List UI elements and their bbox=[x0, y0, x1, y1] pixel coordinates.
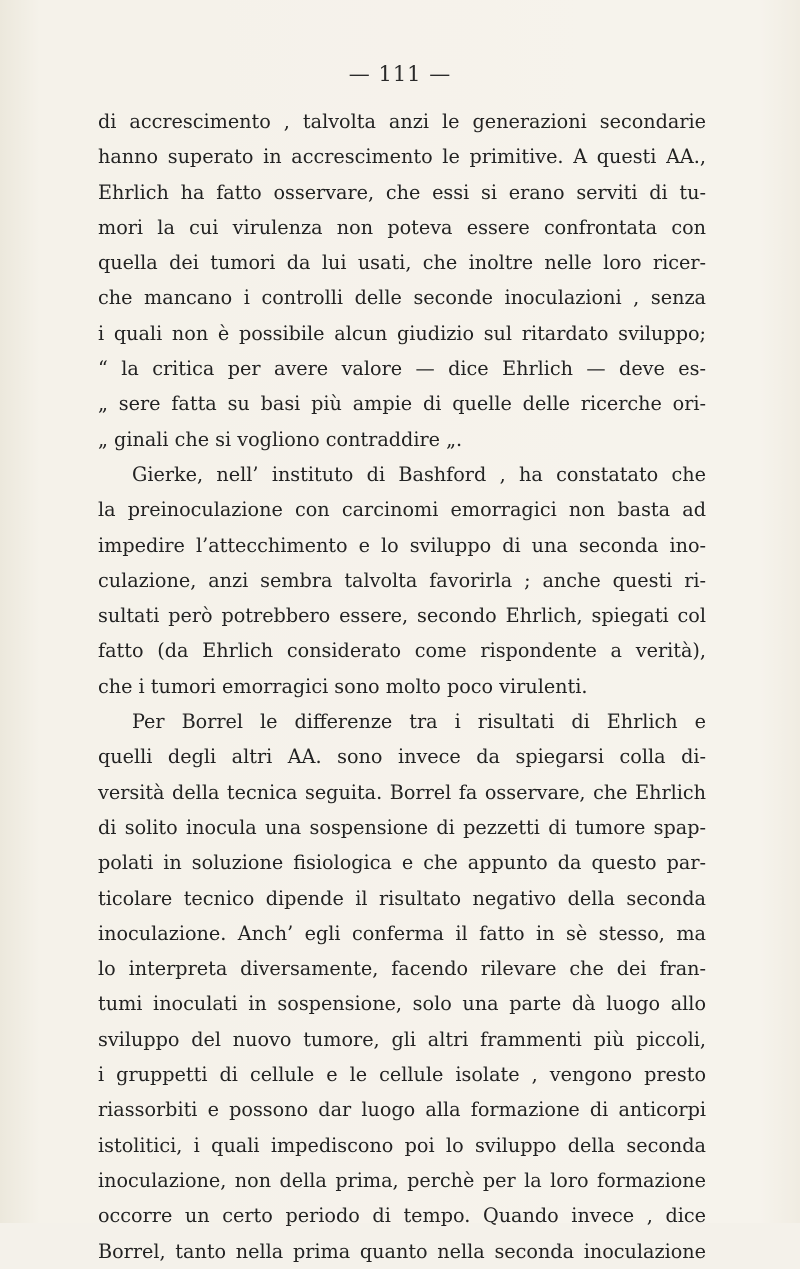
text-line: sviluppo del nuovo tumore, gli altri frammenti più piccoli, bbox=[98, 1027, 706, 1051]
text-line: Per Borrel le differenze tra i risultati di Ehrlich e bbox=[132, 710, 706, 734]
text-line: Gierke, nell’ instituto di Bashford , ha constatato che bbox=[132, 462, 706, 486]
text-line: ticolare tecnico dipende il risultato negativo della seconda bbox=[98, 886, 706, 910]
text-line: Ehrlich ha fatto osservare, che essi si erano serviti di tu- bbox=[98, 180, 706, 204]
text-line: sultati però potrebbero essere, secondo Ehrlich, spiegati col bbox=[98, 604, 706, 628]
text-line: versità della tecnica seguita. Borrel fa osservare, che Ehrlich bbox=[98, 780, 706, 804]
text-line: di accrescimento , talvolta anzi le generazioni secondarie bbox=[98, 110, 706, 133]
text-line: inoculazione. Anch’ egli conferma il fatto in sè stesso, ma bbox=[98, 921, 706, 945]
text-line: riassorbiti e possono dar luogo alla formazione di anticorpi bbox=[98, 1098, 706, 1122]
text-line: tumi inoculati in sospensione, solo una parte dà luogo allo bbox=[98, 992, 706, 1016]
text-line: occorre un certo periodo di tempo. Quando invece , dice bbox=[98, 1204, 706, 1228]
text-line: Borrel, tanto nella prima quanto nella seconda inoculazione bbox=[98, 1239, 706, 1263]
text-line: inoculazione, non della prima, perchè per la loro formazione bbox=[98, 1168, 706, 1192]
text-line: che i tumori emorragici sono molto poco virulenti. bbox=[98, 674, 588, 698]
text-line: polati in soluzione fisiologica e che appunto da questo par- bbox=[98, 851, 706, 875]
text-line: quella dei tumori da lui usati, che inoltre nelle loro ricer- bbox=[98, 251, 706, 275]
text-line: la preinoculazione con carcinomi emorragici non basta ad bbox=[98, 498, 706, 522]
page-number: — 111 — bbox=[348, 62, 452, 86]
text-line: „ sere fatta su basi più ampie di quelle delle ricerche ori- bbox=[98, 392, 706, 416]
body-text bbox=[98, 104, 706, 1269]
text-line: i quali non è possibile alcun giudizio sul ritardato sviluppo; bbox=[98, 321, 706, 345]
text-line: hanno superato in accrescimento le primitive. A questi AA., bbox=[98, 145, 706, 169]
text-line: „ ginali che si vogliono contraddire „. bbox=[98, 427, 463, 451]
text-line: “ la critica per avere valore — dice Ehrlich — deve es- bbox=[98, 357, 706, 381]
text-line: quelli degli altri AA. sono invece da spiegarsi colla di- bbox=[98, 745, 706, 769]
text-line: mori la cui virulenza non poteva essere confrontata con bbox=[98, 215, 706, 239]
text-line: istolitici, i quali impediscono poi lo sviluppo della seconda bbox=[98, 1133, 706, 1157]
text-line: di solito inocula una sospensione di pezzetti di tumore spap- bbox=[98, 815, 706, 839]
text-line: che mancano i controlli delle seconde inoculazioni , senza bbox=[98, 286, 706, 310]
text-line: culazione, anzi sembra talvolta favorirla ; anche questi ri- bbox=[98, 568, 706, 592]
text-line: lo interpreta diversamente, facendo rilevare che dei fran- bbox=[98, 957, 706, 981]
text-line: i gruppetti di cellule e le cellule isolate , vengono presto bbox=[98, 1063, 706, 1087]
text-line: impedire l’attecchimento e lo sviluppo di una seconda ino- bbox=[98, 533, 706, 557]
text-line: fatto (da Ehrlich considerato come rispondente a verità), bbox=[98, 639, 706, 663]
